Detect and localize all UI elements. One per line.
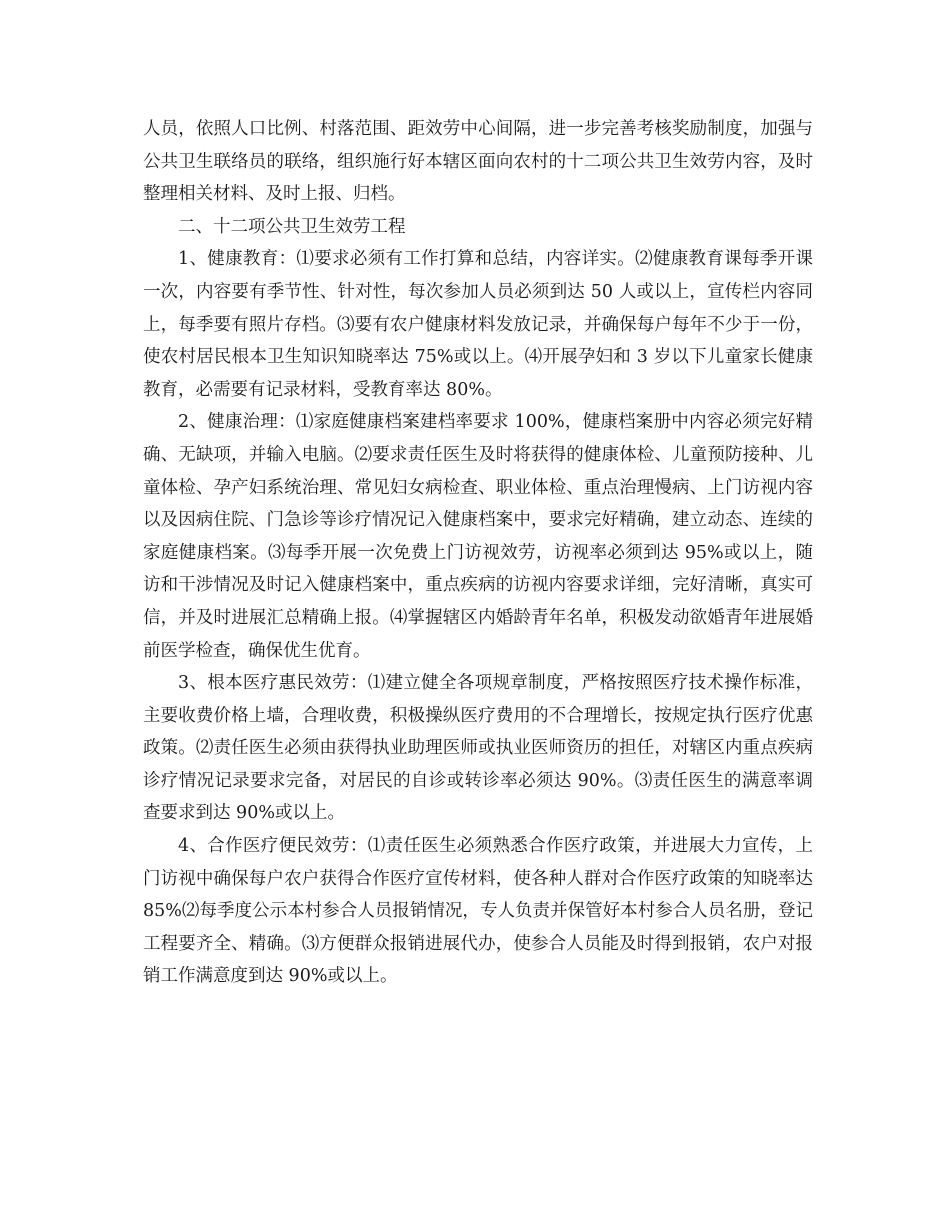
document-body: [143, 113, 813, 993]
paragraph-health-education: 1、健康教育：⑴要求必须有工作打算和总结，内容详实。⑵健康教育课每季开课一次，内容要有季节性、针对性，每次参加人员必须到达 50 人或以上，宣传栏内容同上，每季要有照片存档。⑶要有农户健康材料发放记录，并确保每户每年不少于一份，使农村居民根本卫生知识知晓率达 75%或以上。⑷开展孕妇和 3 岁以下儿童家长健康教育，必需要有记录材料，受教育率达 80%。: [143, 249, 813, 400]
section-heading: 二、十二项公共卫生效劳工程: [178, 216, 406, 237]
paragraph-health-management: 2、健康治理：⑴家庭健康档案建档率要求 100%，健康档案册中内容必须完好精确、无缺项，并输入电脑。⑵要求责任医生及时将获得的健康体检、儿童预防接种、儿童体检、孕产妇系统治理、常见妇女病检查、职业体检、重点治理慢病、上门访视内容以及因病住院、门急诊等诊疗情况记入健康档案中，要求完好精确，建立动态、连续的家庭健康档案。⑶每季开展一次免费上门访视效劳，访视率必须到达 95%或以上，随访和干涉情况及时记入健康档案中，重点疾病的访视内容要求详细，完好清晰，真实可信，并及时进展汇总精确上报。⑷掌握辖区内婚龄青年名单，积极发动欲婚青年进展婚前医学检查，确保优生优育。: [143, 412, 813, 661]
paragraph-basic-medical-service: 3、根本医疗惠民效劳：⑴建立健全各项规章制度，严格按照医疗技术操作标准，主要收费价格上墙，合理收费，积极操纵医疗费用的不合理增长，按规定执行医疗优惠政策。⑵责任医生必须由获得执业助理医师或执业医师资历的担任，对辖区内重点疾病诊疗情况记录要求完备，对居民的自诊或转诊率必须达 90%。⑶责任医生的满意率调查要求到达 90%或以上。: [143, 673, 813, 824]
paragraph-cooperative-medical-service: 4、合作医疗便民效劳：⑴责任医生必须熟悉合作医疗政策，并进展大力宣传，上门访视中确保每户农户获得合作医疗宣传材料，使各种人群对合作医疗政策的知晓率达 85%⑵每季度公示本村参合人员报销情况，专人负责并保管好本村参合人员名册，登记工程要齐全、精确。⑶方便群众报销进展代办，使参合人员能及时得到报销，农户对报销工作满意度到达 90%或以上。: [143, 836, 813, 987]
paragraph-continuation: 人员，依照人口比例、村落范围、距效劳中心间隔，进一步完善考核奖励制度，加强与公共卫生联络员的联络，组织施行好本辖区面向农村的十二项公共卫生效劳内容，及时整理相关材料、及时上报、归档。: [143, 119, 813, 205]
